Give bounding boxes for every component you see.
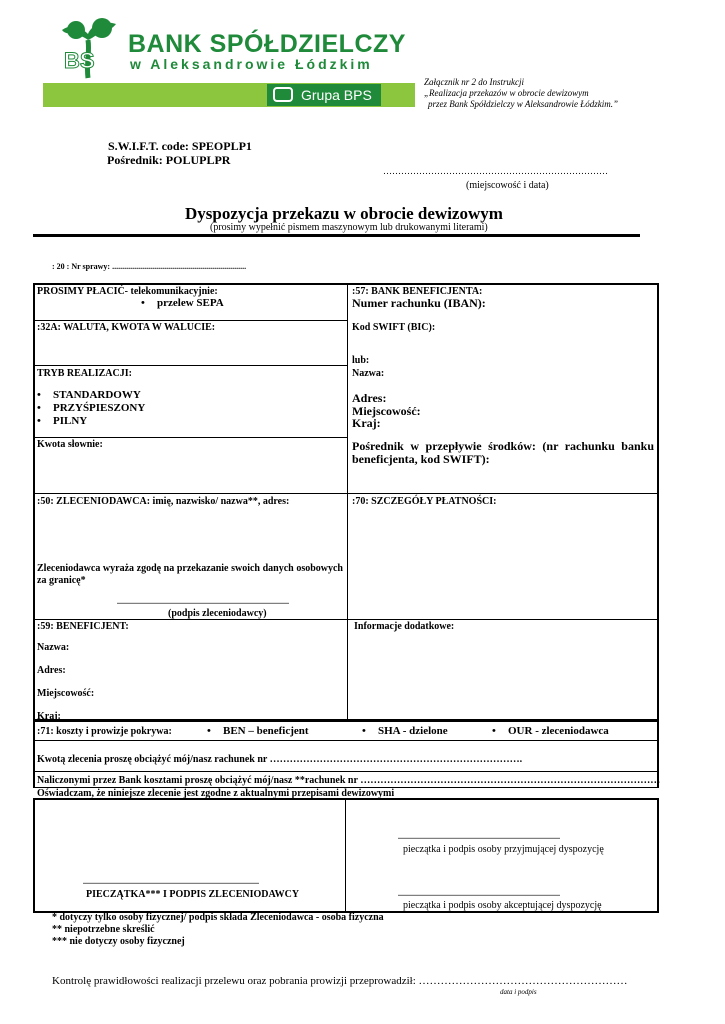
debit-line[interactable]: Kwotą zlecenia proszę obciążyć mój/nasz rachunek nr ………………………………………………………………….: [37, 754, 523, 765]
bank-beneficiary-label: :57: BANK BENEFICJENTA:: [352, 286, 483, 297]
form-divider: [347, 284, 348, 720]
bank-location: w Aleksandrowie Łódzkim: [130, 56, 373, 72]
footnotes: [52, 912, 384, 948]
control-line[interactable]: Kontrolę prawidłowości realizacji przelewu oraz pobrania prowizji przeprowadził: …………………………………………………: [52, 975, 628, 987]
intermediary: Pośrednik: POLUPLPR: [107, 153, 231, 167]
beneficiary-address: Adres:: [37, 665, 66, 676]
footnote: ** niepotrzebne skreślić: [52, 924, 155, 935]
mode-label: TRYB REALIZACJI:: [37, 368, 132, 379]
iban-label: Numer rachunku (IBAN):: [352, 296, 486, 310]
pay-options: [141, 297, 224, 309]
cost-sha[interactable]: • SHA - dzielone: [362, 725, 448, 737]
beneficiary-name: Nazwa:: [37, 642, 70, 653]
costs-debit-line[interactable]: Naliczonymi przez Bank kosztami proszę obciążyć mój/nasz **rachunek nr ………………………………………………………………………………: [37, 775, 661, 786]
page-subtitle: (prosimy wypełnić pismem maszynowym lub drukowanymi literami): [210, 222, 488, 233]
declaration: Oświadczam, że niniejsze zlecenie jest zgodne z aktualnymi przepisami dewizowymi: [37, 788, 395, 799]
additional-info-label: Informacje dodatkowe:: [354, 621, 455, 632]
bank-name-label: Nazwa:: [352, 368, 385, 379]
divider: [34, 365, 347, 366]
group-badge: [267, 84, 381, 106]
bank-logo: [58, 18, 122, 80]
divider: [34, 493, 659, 494]
stamp-divider: [345, 799, 346, 912]
pay-option-sepa[interactable]: • przelew SEPA: [141, 297, 224, 309]
mode-express[interactable]: • PRZYŚPIESZONY: [37, 402, 145, 415]
attachment-note: [424, 77, 618, 110]
svg-text:BS: BS: [64, 48, 95, 73]
stamp-label: PIECZĄTKA*** I PODPIS ZLECENIODAWCY: [86, 889, 300, 900]
orderer-label: :50: ZLECENIODAWCA: imię, nazwisko/ nazwa**, adres:: [37, 496, 290, 507]
cost-option-ben[interactable]: [207, 725, 309, 737]
cost-our[interactable]: • OUR - zleceniodawca: [492, 725, 609, 737]
bank-address-label: Adres:: [352, 391, 387, 405]
attachment-line: „Realizacja przekazów w obrocie dewizowym: [424, 88, 589, 98]
mode-options: [37, 389, 145, 428]
cost-option-our[interactable]: [492, 725, 609, 737]
stamp-dots[interactable]: ........................................................................................: [83, 877, 259, 886]
pay-label: PROSIMY PŁACIĆ- telekomunikacyjnie:: [37, 286, 218, 297]
footnote: *** nie dotyczy osoby fizycznej: [52, 936, 185, 947]
costs-label: :71: koszty i prowizje pokrywa:: [37, 726, 172, 737]
bank-city-label: Miejscowość:: [352, 404, 421, 418]
cost-option-sha[interactable]: [362, 725, 448, 737]
place-date-label: (miejscowość i data): [466, 180, 549, 191]
control-sub: data i podpis: [500, 988, 537, 996]
divider: [34, 771, 658, 772]
or-label: lub:: [352, 355, 370, 366]
swift-code: S.W.I.F.T. code: SPEOPLP1: [108, 139, 252, 153]
cost-ben[interactable]: • BEN – beneficjent: [207, 725, 309, 737]
beneficiary-label: :59: BENEFICJENT:: [37, 621, 129, 632]
payment-details-label: :70: SZCZEGÓŁY PŁATNOŚCI:: [352, 496, 497, 507]
title-rule: [33, 234, 640, 237]
place-date-dots[interactable]: …………………………………………………………………: [383, 166, 608, 176]
attachment-line: Załącznik nr 2 do Instrukcji: [424, 77, 524, 87]
amount-words-label: Kwota słownie:: [37, 439, 103, 450]
divider: [34, 437, 347, 438]
case-number[interactable]: : 20 : Nr sprawy: ...................................................................: [52, 262, 247, 271]
divider: [34, 320, 347, 321]
beneficiary-country: Kraj:: [37, 711, 61, 722]
group-label: Grupa BPS: [301, 87, 372, 103]
accept-label-1: pieczątka i podpis osoby przyjmującej dyspozycję: [403, 844, 604, 855]
accept-dots-1[interactable]: .................................................................................: [398, 832, 560, 841]
intermediary-label: Pośrednik w przepływie środków: (nr rachunku banku beneficjenta, kod SWIFT):: [352, 439, 654, 466]
mode-urgent[interactable]: • PILNY: [37, 415, 145, 428]
consent-text: Zleceniodawca wyraża zgodę na przekazanie swoich danych osobowych za granicę*: [37, 563, 343, 586]
divider: [34, 619, 659, 620]
orderer-sign-dots[interactable]: ......................................................................................: [117, 597, 289, 606]
beneficiary-city: Miejscowość:: [37, 688, 95, 699]
bank-name: BANK SPÓŁDZIELCZY: [128, 30, 406, 58]
page-title: Dyspozycja przekazu w obrocie dewizowym: [185, 204, 503, 223]
swift-label: Kod SWIFT (BIC):: [352, 322, 436, 333]
attachment-line: przez Bank Spółdzielczy w Aleksandrowie Łódzkim.”: [428, 99, 618, 109]
accept-label-2: pieczątka i podpis osoby akceptującej dyspozycję: [403, 900, 602, 911]
group-icon: [273, 87, 293, 102]
currency-label: :32A: WALUTA, KWOTA W WALUCIE:: [37, 322, 216, 333]
bank-country-label: Kraj:: [352, 416, 381, 430]
orderer-sign-label: (podpis zleceniodawcy): [168, 608, 267, 619]
mode-standard[interactable]: • STANDARDOWY: [37, 389, 145, 402]
footnote: * dotyczy tylko osoby fizycznej/ podpis składa Zleceniodawca - osoba fizyczna: [52, 912, 384, 923]
accept-dots-2[interactable]: .................................................................................: [398, 889, 560, 898]
